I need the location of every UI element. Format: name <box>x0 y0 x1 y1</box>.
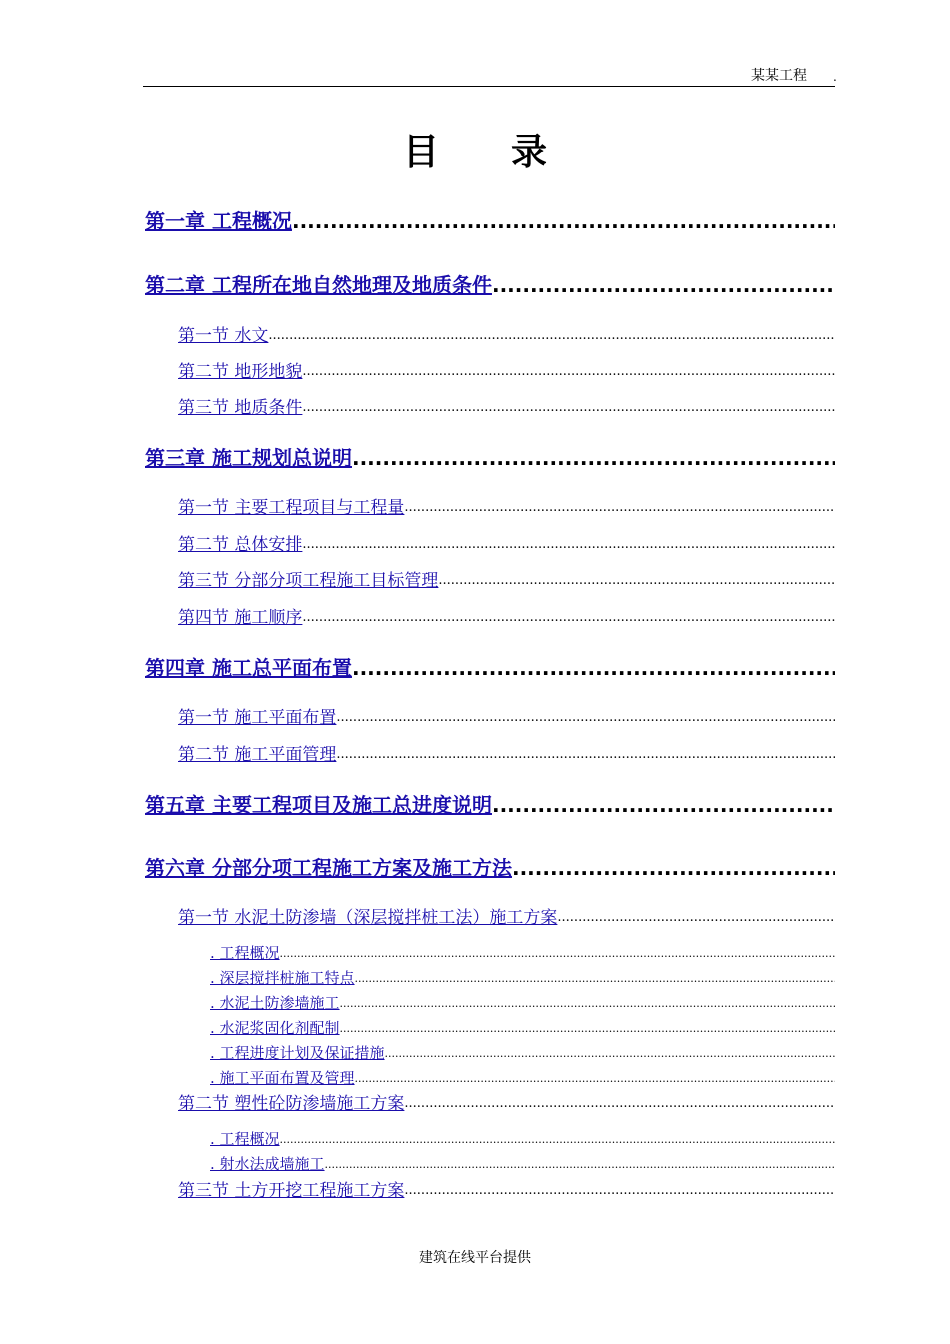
toc-section[interactable] <box>178 1180 835 1202</box>
toc-leader <box>404 1093 835 1115</box>
toc-entry-label: 第三章 施工规划总说明 <box>145 446 352 470</box>
toc-section[interactable] <box>178 361 835 383</box>
page-footer: 建筑在线平台提供 <box>419 1250 531 1266</box>
toc-chapter-6[interactable] <box>145 855 835 881</box>
toc-entry-label: 第一节 水泥土防渗墙（深层搅拌桩工法）施工方案 <box>178 908 558 928</box>
toc-entry-label: 第一节 水文 <box>178 326 269 346</box>
toc-section[interactable] <box>178 707 835 729</box>
toc-section[interactable] <box>178 907 835 929</box>
toc-leader <box>302 397 835 419</box>
toc-section[interactable] <box>178 497 835 519</box>
toc-leader <box>302 534 835 556</box>
toc-subsection[interactable] <box>210 1069 835 1088</box>
toc-entry-label: . 水泥浆固化剂配制 <box>210 1019 340 1037</box>
toc-leader <box>404 1180 835 1202</box>
header-rule <box>143 86 835 87</box>
toc-entry-label: . 工程概况 <box>210 1130 280 1148</box>
toc-leader <box>336 707 835 729</box>
toc-entry-label: 第二节 总体安排 <box>178 535 303 555</box>
toc-leader <box>280 1130 835 1149</box>
toc-entry-label: 第一章 工程概况 <box>145 209 292 233</box>
toc-leader <box>355 1069 835 1088</box>
toc-leader <box>268 325 835 347</box>
toc-leader <box>302 607 835 629</box>
toc-entry-label: 第一节 施工平面布置 <box>178 708 337 728</box>
toc-leader <box>385 1044 835 1063</box>
toc-subsection[interactable] <box>210 969 835 988</box>
toc-leader <box>340 1019 835 1038</box>
toc-entry-label: . 工程进度计划及保证措施 <box>210 1044 385 1062</box>
toc-leader <box>557 907 835 929</box>
toc-entry-label: 第一节 主要工程项目与工程量 <box>178 498 405 518</box>
toc-leader <box>438 570 835 592</box>
toc-leader <box>352 445 835 471</box>
toc-entry-label: 第三节 地质条件 <box>178 398 303 418</box>
toc-section[interactable] <box>178 1093 835 1115</box>
toc-leader <box>352 655 835 681</box>
toc-entry-label: 第三节 土方开挖工程施工方案 <box>178 1181 405 1201</box>
toc-title: 目录 <box>402 132 619 173</box>
toc-leader <box>492 272 835 298</box>
toc-entry-label: 第二节 塑性砼防渗墙施工方案 <box>178 1094 405 1114</box>
toc-leader <box>492 792 835 818</box>
header-project-name: 某某工程 <box>751 68 807 84</box>
toc-chapter-3[interactable] <box>145 445 835 471</box>
toc-leader <box>280 944 835 963</box>
toc-section[interactable] <box>178 325 835 347</box>
toc-entry-label: 第四章 施工总平面布置 <box>145 656 352 680</box>
toc-leader <box>404 497 835 519</box>
toc-entry-label: 第三节 分部分项工程施工目标管理 <box>178 571 439 591</box>
toc-section[interactable] <box>178 534 835 556</box>
toc-section[interactable] <box>178 607 835 629</box>
toc-entry-label: 第五章 主要工程项目及施工总进度说明 <box>145 793 492 817</box>
toc-section[interactable] <box>178 570 835 592</box>
toc-entry-label: . 水泥土防渗墙施工 <box>210 994 340 1012</box>
toc-entry-label: 第六章 分部分项工程施工方案及施工方法 <box>145 856 512 880</box>
toc-leader <box>336 744 835 766</box>
header-dot: . <box>833 70 837 84</box>
toc-subsection[interactable] <box>210 944 835 963</box>
toc-leader <box>302 361 835 383</box>
toc-leader <box>292 208 835 234</box>
toc-entry-label: 第二章 工程所在地自然地理及地质条件 <box>145 273 492 297</box>
toc-entry-label: . 射水法成墙施工 <box>210 1155 325 1173</box>
toc-subsection[interactable] <box>210 1155 835 1174</box>
toc-chapter-4[interactable] <box>145 655 835 681</box>
toc-entry-label: . 深层搅拌桩施工特点 <box>210 969 355 987</box>
toc-section[interactable] <box>178 744 835 766</box>
toc-entry-label: . 工程概况 <box>210 944 280 962</box>
toc-chapter-5[interactable] <box>145 792 835 818</box>
toc-chapter-2[interactable] <box>145 272 835 298</box>
toc-subsection[interactable] <box>210 1019 835 1038</box>
toc-leader <box>355 969 835 988</box>
toc-leader <box>340 994 835 1013</box>
toc-entry-label: . 施工平面布置及管理 <box>210 1069 355 1087</box>
toc-leader <box>325 1155 835 1174</box>
toc-subsection[interactable] <box>210 1130 835 1149</box>
toc-subsection[interactable] <box>210 994 835 1013</box>
toc-leader <box>512 855 835 881</box>
toc-entry-label: 第二节 地形地貌 <box>178 362 303 382</box>
toc-entry-label: 第四节 施工顺序 <box>178 608 303 628</box>
toc-chapter-1[interactable] <box>145 208 835 234</box>
toc-section[interactable] <box>178 397 835 419</box>
toc-entry-label: 第二节 施工平面管理 <box>178 745 337 765</box>
toc-subsection[interactable] <box>210 1044 835 1063</box>
